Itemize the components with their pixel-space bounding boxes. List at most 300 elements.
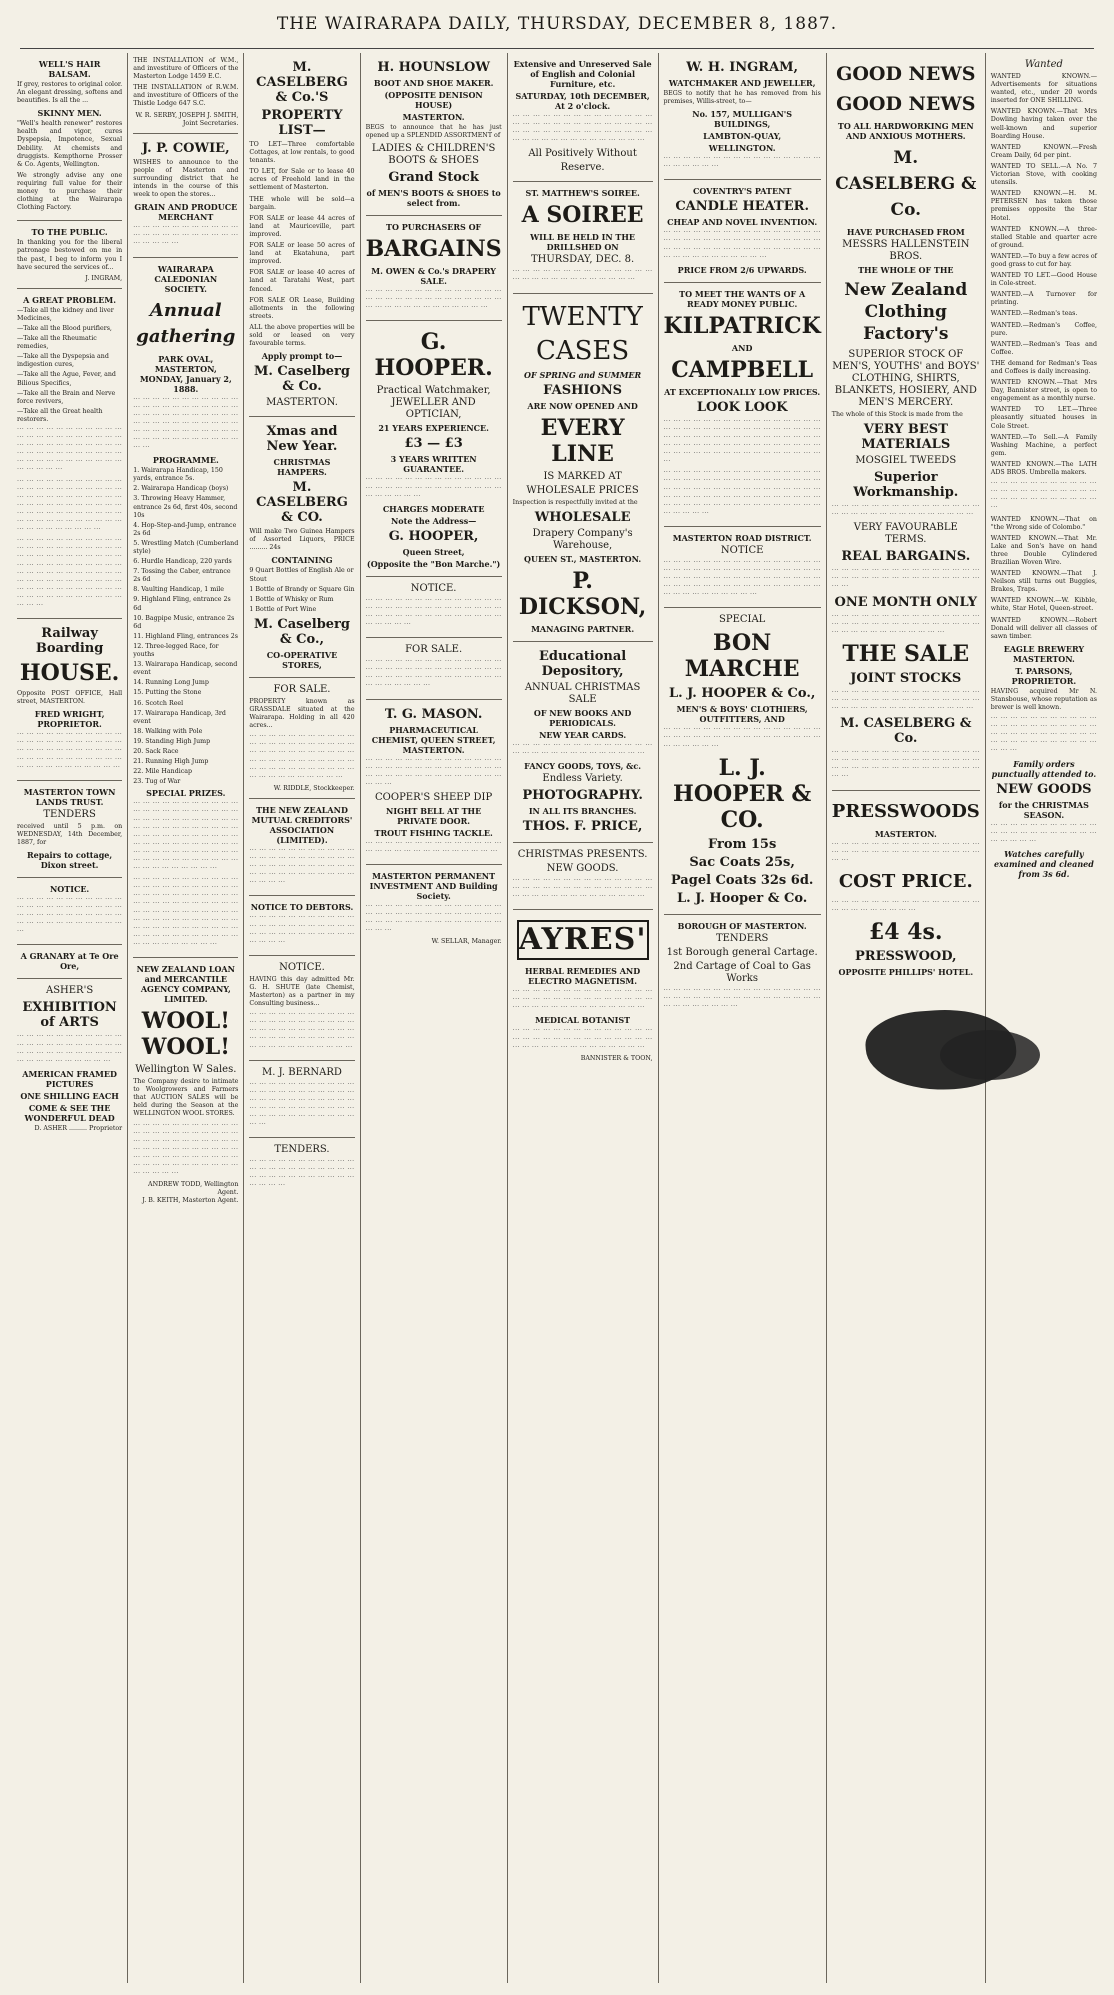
ad-body: The Company desire to intimate to Woolgrowers and Farmers that AUCTION SALES will be held during the Season at the WELLINGTON WOOL STORES. xyxy=(133,1078,239,1118)
ad-title: TO THE PUBLIC. xyxy=(31,227,108,238)
column-6 xyxy=(659,53,827,1983)
ad-ayres: AYRES' HERBAL REMEDIES AND ELECTRO MAGNETISM. ··· ··· ··· ··· ··· ··· ··· ··· ··· ··· ··· ··· ··· ··· ··· ··· ··· ··· ··· ··· ··· ··· ··· ··· ··· ··· ··· ··· ··· ··· ··· ··· ··· ··· ··· ··· ··· ··· ··· ··· ··· ··· MEDICAL BOTANIST ··· ··· ··· ··· ··· ··· ··· ··· ··· ··· ··· ··· ··· ··· ··· ··· ··· ··· ··· ··· ··· ··· ··· ··· ··· ··· ··· ··· ··· ··· ··· ··· ··· ··· ··· ··· ··· ··· ··· ··· ··· ··· BANNISTER & TOON, xyxy=(512,922,653,1062)
ad-price: £4 4s. xyxy=(868,918,943,945)
list-item: WANTED KNOWN.—Advertisements for situations wanted, etc., under 20 words inserted for ONE SHILLING. xyxy=(990,73,1097,105)
list-item: 1 Bottle of Port Wine xyxy=(249,605,317,613)
list-item: 12. Three-legged Race, for youths xyxy=(133,642,219,659)
ad-subtitle: TO ALL HARDWORKING MEN AND ANXIOUS MOTHERS. xyxy=(837,121,974,141)
list-item: ALL the above properties will be sold or leased on very favourable terms. xyxy=(249,323,355,348)
list-item: —Take all the kidney and liver Medicines, xyxy=(17,306,114,322)
ad-subtitle: GRAIN AND PRODUCE MERCHANT xyxy=(134,202,238,223)
ad-subtitle: PARK OVAL, MASTERTON, MONDAY, January 2, 1888. xyxy=(139,353,232,394)
ad-title: PRESSWOOD, xyxy=(855,948,957,964)
ad-title: All Positively Without xyxy=(528,148,637,160)
ad-subtitle: MEDICAL BOTANIST xyxy=(535,1015,631,1026)
ad-title: EAGLE BREWERY MASTERTON. xyxy=(1003,643,1085,664)
ad-subtitle: CO-OPERATIVE STORES, xyxy=(266,649,338,670)
list-item: —Take all the Rheumatic remedies, xyxy=(17,335,97,351)
ad-proprietor: FRED WRIGHT, PROPRIETOR. xyxy=(34,709,105,730)
ad-signature: W. R. SERBY, JOSEPH J. SMITH, Joint Secretaries. xyxy=(135,111,239,127)
ad-subtitle: NIGHT BELL AT THE PRIVATE DOOR. xyxy=(386,805,482,826)
ad-building-society: MASTERTON PERMANENT INVESTMENT AND Building Society. ··· ··· ··· ··· ··· ··· ··· ··· ··· ··· ··· ··· ··· ··· ··· ··· ··· ··· ··· ··· ··· ··· ··· ··· ··· ··· ··· ··· ··· ··· ··· ··· ··· ··· ··· ··· ··· ··· ··· ··· ··· ··· ··· ··· ··· W. SELLAR, Manager. xyxy=(365,871,502,946)
ad-title: MASTERTON ROAD DISTRICT. xyxy=(672,532,812,543)
list-item: 3. Throwing Heavy Hammer, entrance 2s 6d, first 40s, second 10s xyxy=(133,495,238,519)
ad-title: H. HOUNSLOW xyxy=(377,60,490,75)
ad-wanted: Wanted WANTED KNOWN.—Advertisements for situations wanted, etc., under 20 words inserted for ONE SHILLING. WANTED KNOWN.—That Mrs Dowling having taken over the well-known and superior Boarding House. WANTED KNOWN.—Fresh Cream Daily, 6d per pint. WANTED TO SELL.—A No. 7 Victorian Stove, with cooking utensils. WANTED KNOWN.—H. M. PETERSEN has taken those premises opposite the Star Hotel. WANTED KNOWN.—A three-stalled Stable and quarter acre of ground. WANTED.—To buy a few acres of good grass to cut for hay. WANTED TO LET.—Good House in Cole-street. WANTED.—A Turnover for printing. WANTED.—Redman's teas. WANTED.—Redman's Coffee, pure. WANTED.—Redman's Teas and Coffee. THE demand for Redman's Teas and Coffees is daily increasing. WANTED KNOWN.—That Mrs Day, Bannister street, is open to engagement as a monthly nurse. WANTED TO LET.—Three pleasantly situated houses in Cole Street. WANTED.—To Sell.—A Family Washing Machine, a perfect gem. WANTED KNOWN.—The LATH ADS BROS. Umbrella makers. ··· ··· ··· ··· ··· ··· ··· ··· ··· ··· ··· ··· ··· ··· ··· ··· ··· ··· ··· ··· ··· ··· ··· ··· ··· ··· ··· ··· ··· ··· ··· ··· ··· ··· WANTED KNOWN.—That on "the Wrong side of Colombo." WANTED KNOWN.—That Mr. Lake and Son's have on hand three Double Cylindered Brazilian Woven Wire. WANTED KNOWN.—That J. Neilson still turns out Buggies, Brakes, Traps. WANTED KNOWN.—W. Kibble, white, Star Hotel, Queen-street. WANTED KNOWN.—Robert Donald will deliver all classes of sawn timber. EAGLE BREWERY MASTERTON. T. PARSONS, PROPRIETOR. HAVING acquired Mr N. Stansbouse, whose reputation as brewer is well known. ··· ··· ··· ··· ··· ··· ··· ··· ··· ··· ··· ··· ··· ··· ··· ··· ··· ··· ··· ··· ··· ··· ··· ··· ··· ··· ··· ··· ··· ··· ··· ··· ··· ··· ··· ··· ··· ··· ··· ··· ··· ··· ··· ··· ··· ··· ··· Family orders punctually attended to. NEW GOODS for the CHRISTMAS SEASON. ··· ··· ··· ··· ··· ··· ··· ··· ··· ··· ··· ··· ··· ··· ··· ··· ··· ··· ··· ··· ··· ··· ··· ··· ··· ··· ··· Watches carefully examined and cleaned from 3s 6d. xyxy=(990,59,1097,879)
ad-mason: T. G. MASON. PHARMACEUTICAL CHEMIST, QUEEN STREET, MASTERTON. ··· ··· ··· ··· ··· ··· ··· ··· ··· ··· ··· ··· ··· ··· ··· ··· ··· ··· ··· ··· ··· ··· ··· ··· ··· ··· ··· ··· ··· ··· ··· ··· ··· ··· ··· ··· ··· ··· ··· ··· ··· ··· ··· ··· ··· COOPER'S SHEEP DIP NIGHT BELL AT THE PRIVATE DOOR. TROUT FISHING TACKLE. ··· ··· ··· ··· ··· ··· ··· ··· ··· ··· ··· ··· ··· ··· ··· ··· ··· ··· ··· ··· ··· ··· ··· ··· ··· ··· ··· ··· xyxy=(366,700,502,866)
ad-debtors: NOTICE TO DEBTORS. ··· ··· ··· ··· ··· ··· ··· ··· ··· ··· ··· ··· ··· ··· ··· ··· ··· ··· ··· ··· ··· ··· ··· ··· ··· ··· ··· ··· ··· ··· ··· ··· ··· ··· ··· ··· ··· xyxy=(249,896,354,955)
ad-title: KILPATRICK xyxy=(663,312,821,339)
ad-subtitle: SATURDAY, 10th DECEMBER, At 2 o'clock. xyxy=(515,91,650,111)
ad-title: THE NEW ZEALAND MUTUAL CREDITORS' ASSOCIATION (LIMITED). xyxy=(251,804,353,845)
ad-good-news: GOOD NEWS GOOD NEWS TO ALL HARDWORKING MEN AND ANXIOUS MOTHERS. M. CASELBERG & Co. HAVE PURCHASED FROM MESSRS HALLENSTEIN BROS. THE WHOLE OF THE New Zealand Clothing Factory's SUPERIOR STOCK OF MEN'S, YOUTHS' and BOYS' CLOTHING, SHIRTS, BLANKETS, HOSIERY, AND MEN'S MERCERY. The whole of this Stock is made from the VERY BEST MATERIALS MOSGIEL TWEEDS Superior Workmanship. ··· ··· ··· ··· ··· ··· ··· ··· ··· ··· ··· ··· ··· ··· ··· ··· ··· ··· ··· ··· ··· ··· ··· ··· ··· ··· ··· ··· ··· ··· VERY FAVOURABLE TERMS. REAL BARGAINS. ··· ··· ··· ··· ··· ··· ··· ··· ··· ··· ··· ··· ··· ··· ··· ··· ··· ··· ··· ··· ··· ··· ··· ··· ··· ··· ··· ··· ··· ··· ··· ··· ONE MONTH ONLY ··· ··· ··· ··· ··· ··· ··· ··· ··· ··· ··· ··· ··· ··· ··· ··· ··· ··· ··· ··· ··· ··· ··· ··· ··· ··· ··· ··· ··· ··· ··· ··· ··· ··· ··· ··· ··· ··· ··· ··· ··· ··· THE SALE JOINT STOCKS ··· ··· ··· ··· ··· ··· ··· ··· ··· ··· ··· ··· ··· ··· ··· ··· ··· ··· ··· ··· ··· ··· ··· ··· ··· ··· ··· ··· ··· ··· ··· ··· ··· ··· ··· ··· ··· ··· ··· ··· ··· ··· ··· ··· ··· M. CASELBERG & Co. ··· ··· ··· ··· ··· ··· ··· ··· ··· ··· ··· ··· ··· ··· ··· ··· ··· ··· ··· ··· ··· ··· ··· ··· ··· ··· ··· ··· ··· ··· ··· ··· ··· ··· ··· ··· ··· ··· ··· ··· ··· ··· ··· ··· ··· ··· ··· xyxy=(832,53,980,791)
list-item: 5. Wrestling Match (Cumberland style) xyxy=(133,539,239,555)
list-item: 17. Wairarapa Handicap, 3rd event xyxy=(133,709,226,725)
ink-stain xyxy=(940,1030,1040,1080)
ad-subtitle: AMERICAN FRAMED PICTURES xyxy=(22,1068,117,1089)
ad-title: THOS. F. PRICE, xyxy=(522,818,643,834)
ad-road-district: MASTERTON ROAD DISTRICT. NOTICE ··· ··· ··· ··· ··· ··· ··· ··· ··· ··· ··· ··· ··· ··· ··· ··· ··· ··· ··· ··· ··· ··· ··· ··· ··· ··· ··· ··· ··· ··· ··· ··· ··· ··· ··· ··· ··· ··· ··· ··· ··· ··· ··· ··· ··· ··· ··· ··· ··· ··· ··· ··· ··· ··· ··· ··· ··· ··· ··· ··· ··· ··· ··· ··· ··· ··· ··· ··· ··· ··· ··· ··· ··· ··· xyxy=(664,527,821,608)
column-5 xyxy=(508,53,659,1983)
ad-body: BEGS to notify that he has removed from his premises, Willis-street, to— xyxy=(663,90,821,106)
list-item: WANTED KNOWN.—A three-stalled Stable and quarter acre of ground. xyxy=(990,225,1097,249)
ad-notice: NOTICE. ··· ··· ··· ··· ··· ··· ··· ··· ··· ··· ··· ··· ··· ··· ··· ··· ··· ··· ··· ··· ··· ··· ··· ··· ··· ··· ··· ··· ··· ··· ··· ··· ··· ··· ··· ··· ··· ··· ··· ··· ··· ··· ··· ··· ··· xyxy=(17,878,122,945)
ad-title: NOTICE. xyxy=(410,582,457,594)
list-item: TO LET, for Sale or to lease 40 acres of Freehold land in the settlement of Masterton. xyxy=(249,168,355,192)
ad-ashers: ASHER'S EXHIBITION of ARTS ··· ··· ··· ··· ··· ··· ··· ··· ··· ··· ··· ··· ··· ··· ··· ··· ··· ··· ··· ··· ··· ··· ··· ··· ··· ··· ··· ··· ··· ··· ··· ··· ··· ··· ··· ··· ··· ··· ··· ··· ··· ··· ··· AMERICAN FRAMED PICTURES ONE SHILLING EACH COME & SEE THE WONDERFUL DEAD D. ASHER ......... Proprietor xyxy=(17,985,123,1132)
ad-subtitle: Repairs to cottage, Dixon street. xyxy=(27,850,113,870)
ad-body: Will make Two Guinea Hampers of Assorted Liquors, PRICE ......... 24s xyxy=(249,528,355,552)
ad-title: NEW GOODS xyxy=(996,781,1092,797)
column-3 xyxy=(244,53,360,1983)
ad-subtitle: TO PURCHASERS OF xyxy=(386,222,482,233)
ad-subtitle: MESSRS HALLENSTEIN BROS. xyxy=(842,239,970,262)
ad-subtitle: Wellington W Sales. xyxy=(135,1064,237,1076)
ad-title: G. HOOPER, xyxy=(388,528,479,544)
ad-title: M. Caselberg & Co. xyxy=(253,364,350,395)
ad-signature: J. B. KEITH, Masterton Agent. xyxy=(142,1197,239,1205)
list-item: WANTED.—Redman's Teas and Coffee. xyxy=(990,340,1097,356)
ad-title: WAIRARAPA CALEDONIAN SOCIETY. xyxy=(154,263,218,294)
ad-subtitle: ANNUAL CHRISTMAS SALE xyxy=(524,681,641,705)
ad-subtitle: AT EXCEPTIONALLY LOW PRICES. xyxy=(664,386,821,397)
ad-soiree: ST. MATTHEW'S SOIREE. A SOIREE WILL BE HELD IN THE DRILLSHED ON THURSDAY, DEC. 8. ··· ··· ··· ··· ··· ··· ··· ··· ··· ··· ··· ··· ··· ··· ··· ··· ··· ··· ··· ··· ··· ··· ··· ··· ··· ··· ··· xyxy=(513,182,653,293)
ad-subtitle: TENDERS xyxy=(715,932,769,944)
ad-subtitle: Queen Street, xyxy=(402,546,465,557)
ad-title: WELL'S HAIR BALSAM. xyxy=(38,59,101,79)
ad-subtitle: CHEAP AND NOVEL INVENTION. xyxy=(667,217,818,228)
list-item: WANTED KNOWN.—That Mrs Dowling having taken over the well-known and superior Boarding House. xyxy=(990,108,1097,140)
ad-title: W. H. INGRAM, xyxy=(686,60,799,75)
list-item: WANTED KNOWN.—The LATH ADS BROS. Umbrella makers. xyxy=(990,460,1097,477)
ad-title: New Zealand Clothing Factory's xyxy=(844,280,968,344)
ad-body: BEGS to announce that he has just opened up a SPLENDID ASSORTMENT of xyxy=(365,124,502,140)
list-item: 11. Highland Fling, entrances 2s xyxy=(133,632,238,640)
ad-subtitle: (Opposite the "Bon Marche.") xyxy=(366,558,501,569)
ad-bargains: TO PURCHASERS OF BARGAINS M. OWEN & Co.'s DRAPERY SALE. ··· ··· ··· ··· ··· ··· ··· ··· ··· ··· ··· ··· ··· ··· ··· ··· ··· ··· ··· ··· ··· ··· ··· ··· ··· ··· ··· ··· ··· ··· ··· ··· ··· ··· ··· ··· ··· ··· ··· ··· ··· xyxy=(366,216,502,321)
ad-body: PROPERTY known as GRASSDALE situated at the Wairarapa. Holding in all 420 acres... xyxy=(249,697,355,730)
ad-installation xyxy=(133,53,238,134)
ad-title: SKINNY MEN. xyxy=(37,108,102,119)
ad-title: Extensive and Unreserved Sale of English and Colonial Furniture, etc. xyxy=(513,59,652,89)
ad-title: Grand Stock xyxy=(388,170,479,186)
ad-subtitle: HERBAL REMEDIES AND ELECTRO MAGNETISM. xyxy=(525,966,641,987)
list-item: HAVING acquired Mr N. Stansbouse, whose reputation as brewer is well known. xyxy=(990,687,1097,711)
ad-ingram: W. H. INGRAM, WATCHMAKER AND JEWELLER, BEGS to notify that he has removed from his premises, Willis-street, to— No. 157, MULLIGAN'S BUILDINGS, LAMBTON-QUAY, WELLINGTON. ··· ··· ··· ··· ··· ··· ··· ··· ··· ··· ··· ··· ··· ··· ··· ··· ··· ··· ··· ··· ··· ··· xyxy=(664,53,821,180)
ad-subtitle: SPECIAL PRIZES. xyxy=(146,788,226,799)
ad-signature: BANNISTER & TOON, xyxy=(580,1054,653,1062)
ad-title: NOTICE. xyxy=(279,961,325,973)
masthead: THE WAIRARAPA DAILY, THURSDAY, DECEMBER 8, 1887. xyxy=(20,0,1094,49)
ad-title: M. CASELBERG & Co.'S xyxy=(256,60,348,105)
ad-title: BOROUGH OF MASTERTON. xyxy=(677,920,807,931)
ad-title: FOR SALE. xyxy=(405,644,463,656)
ad-subtitle: Apply prompt to— xyxy=(261,351,343,362)
list-item: FOR SALE or lease 50 acres of land at Ekatahuna, part improved. xyxy=(249,242,355,266)
ad-subtitle: No. 157, MULLIGAN'S BUILDINGS, xyxy=(692,109,793,130)
ad-caselberg-property xyxy=(249,53,354,417)
ad-title: COST PRICE. xyxy=(838,870,973,892)
ad-title: M. CASELBERG & CO. xyxy=(256,480,348,526)
ad-subtitle: Watches carefully examined and cleaned from 3s 6d. xyxy=(993,848,1094,879)
ad-title: FOR SALE. xyxy=(273,683,331,695)
ad-presswoods: PRESSWOODS MASTERTON. ··· ··· ··· ··· ··· ··· ··· ··· ··· ··· ··· ··· ··· ··· ··· ··· ··· ··· ··· ··· ··· ··· ··· ··· ··· ··· ··· ··· ··· ··· ··· ··· COST PRICE. ··· ··· ··· ··· ··· ··· ··· ··· ··· ··· ··· ··· ··· ··· ··· ··· ··· ··· ··· ··· ··· ··· ··· ··· £4 4s. PRESSWOOD, OPPOSITE PHILLIPS' HOTEL. xyxy=(831,800,980,977)
ad-for-sale: FOR SALE. PROPERTY known as GRASSDALE situated at the Wairarapa. Holding in all 420 acres... ··· ··· ··· ··· ··· ··· ··· ··· ··· ··· ··· ··· ··· ··· ··· ··· ··· ··· ··· ··· ··· ··· ··· ··· ··· ··· ··· ··· ··· ··· ··· ··· ··· ··· ··· ··· ··· ··· ··· ··· ··· ··· ··· ··· ··· ··· ··· ··· ··· ··· ··· ··· ··· ··· ··· ··· ··· ··· ··· ··· ··· ··· ··· ··· ··· W. RIDDLE, Stockkeeper. xyxy=(249,678,354,799)
ad-body: THE INSTALLATION of R.W.M. and investiture of Officers of the Thistle Lodge 647 S.C. xyxy=(133,84,239,108)
list-item: —Take all the Great health restorers. xyxy=(17,407,103,423)
ad-subtitle: PRICE FROM 2/6 UPWARDS. xyxy=(677,264,807,275)
ad-title: CASES xyxy=(535,335,630,366)
ad-signature: J. INGRAM, xyxy=(85,274,123,282)
ad-title: A GREAT PROBLEM. xyxy=(23,294,117,305)
ad-subtitle: PHARMACEUTICAL CHEMIST, QUEEN STREET, MASTERTON. xyxy=(371,724,496,755)
ad-signature: W. SELLAR, Manager. xyxy=(431,938,502,946)
ad-body: "Well's health renewer" restores health and vigor, cures Dyspepsia, Impotence, Sexual Debility. At chemists and druggists. Kempthorne Prosser & Co. Agents, Wellington. xyxy=(17,120,123,168)
list-item: WANTED KNOWN.—Robert Donald will deliver all classes of sawn timber. xyxy=(990,616,1097,640)
ad-title: M. CASELBERG & Co. xyxy=(835,148,977,220)
column-8 xyxy=(986,53,1102,1983)
ad-subtitle: WELLINGTON. xyxy=(708,143,776,154)
ad-tenders: TENDERS. ··· ··· ··· ··· ··· ··· ··· ··· ··· ··· ··· ··· ··· ··· ··· ··· ··· ··· ··· ··· ··· ··· ··· ··· ··· ··· ··· ··· ··· ··· ··· ··· ··· ··· ··· ··· ··· xyxy=(249,1144,355,1190)
ad-notice-shute: NOTICE. HAVING this day admitted Mr. G. H. SHUTE (late Chemist, Masterton) as a partner in my Consulting business... ··· ··· ··· ··· ··· ··· ··· ··· ··· ··· ··· ··· ··· ··· ··· ··· ··· ··· ··· ··· ··· ··· ··· ··· ··· ··· ··· ··· ··· ··· ··· ··· ··· ··· ··· ··· ··· ··· ··· ··· ··· ··· ··· ··· ··· ··· ··· ··· ··· ··· ··· ··· ··· ··· ··· xyxy=(249,956,354,1061)
ad-subtitle: AND xyxy=(731,342,753,353)
list-item: 21. Running High Jump xyxy=(133,758,209,766)
ad-subtitle: T. PARSONS, PROPRIETOR. xyxy=(1011,665,1077,686)
ad-title: LADIES & CHILDREN'S BOOTS & SHOES xyxy=(371,143,496,167)
ad-subtitle: COME & SEE THE WONDERFUL DEAD xyxy=(24,1102,115,1123)
ad-title: NEW GOODS. xyxy=(546,862,619,874)
ad-title: Superior Workmanship. xyxy=(853,470,959,501)
list-item: 13. Wairarapa Handicap, second event xyxy=(133,661,238,677)
ad-subtitle: COOPER'S SHEEP DIP xyxy=(375,791,493,803)
ad-for-sale: FOR SALE. ··· ··· ··· ··· ··· ··· ··· ··· ··· ··· ··· ··· ··· ··· ··· ··· ··· ··· ··· ··· ··· ··· ··· ··· ··· ··· ··· ··· ··· ··· ··· ··· ··· ··· ··· ··· ··· ··· ··· ··· ··· ··· ··· ··· ··· ··· ··· ··· ··· xyxy=(366,638,502,699)
ad-subtitle: PROGRAMME. xyxy=(152,455,219,466)
list-item: 9 Quart Bottles of English Ale or Stout xyxy=(249,567,354,583)
ad-candle-heater: COVENTRY'S PATENT CANDLE HEATER. CHEAP AND NOVEL INVENTION. ··· ··· ··· ··· ··· ··· ··· ··· ··· ··· ··· ··· ··· ··· ··· ··· ··· ··· ··· ··· ··· ··· ··· ··· ··· ··· ··· ··· ··· ··· ··· ··· ··· ··· ··· ··· ··· ··· ··· ··· ··· ··· ··· ··· ··· ··· ··· ··· ··· ··· ··· ··· ··· ··· ··· ··· ··· ··· ··· PRICE FROM 2/6 UPWARDS. xyxy=(664,180,821,282)
ad-subtitle: SUPERIOR STOCK OF MEN'S, YOUTHS' and BOYS' CLOTHING, SHIRTS, BLANKETS, HOSIERY, AND MEN'S MERCERY. xyxy=(832,349,980,408)
ad-subtitle: MASTERTON. xyxy=(266,397,338,409)
ad-subtitle: OF NEW BOOKS AND PERIODICALS. xyxy=(533,707,632,728)
list-item: 4. Hop-Step-and-Jump, entrance 2s 6d xyxy=(133,521,237,537)
list-item: —Take all the Blood purifiers, xyxy=(17,324,112,332)
list-item: 9. Highland Fling, entrance 2s 6d xyxy=(133,596,231,612)
list-item: 20. Sack Race xyxy=(133,747,179,755)
ad-subtitle: IN ALL ITS BRANCHES. xyxy=(528,805,637,816)
ad-title: L. J. Hooper & Co. xyxy=(677,890,808,906)
list-item: WANTED KNOWN.—That J. Neilson still turns out Buggies, Brakes, Traps. xyxy=(990,570,1097,594)
ad-subtitle: CHARGES MODERATE xyxy=(382,503,485,514)
ad-christmas-presents: CHRISTMAS PRESENTS. NEW GOODS. ··· ··· ··· ··· ··· ··· ··· ··· ··· ··· ··· ··· ··· ··· ··· ··· ··· ··· ··· ··· ··· ··· ··· ··· ··· ··· ··· ··· ··· ··· ··· ··· ··· ··· ··· ··· ··· ··· ··· ··· ··· ··· xyxy=(513,843,653,910)
ad-subtitle: (OPPOSITE DENISON HOUSE) xyxy=(384,90,483,110)
ad-title: ASHER'S xyxy=(45,985,94,997)
list-item: 10. Bagpipe Music, entrance 2s 6d xyxy=(133,614,235,630)
ad-subtitle: 3 YEARS WRITTEN GUARANTEE. xyxy=(390,454,477,475)
ad-title: FASHIONS xyxy=(543,382,623,398)
ad-title: Annual gathering xyxy=(136,299,236,347)
ad-subtitle: for the CHRISTMAS SEASON. xyxy=(998,799,1089,820)
ad-subtitle: ONE SHILLING EACH xyxy=(20,1090,119,1101)
list-item: 1. Wairarapa Handicap, 150 yards, entrance 5s. xyxy=(133,467,223,483)
ad-title: SPECIAL xyxy=(718,614,766,626)
list-item: 6. Hurdle Handicap, 220 yards xyxy=(133,558,232,566)
ad-signature: D. ASHER ......... Proprietor xyxy=(34,1124,123,1132)
ad-title: TWENTY xyxy=(522,301,643,332)
ad-bon-marche: SPECIAL BON MARCHE L. J. HOOPER & Co., MEN'S & BOYS' CLOTHIERS, OUTFITTERS, AND ··· ··· ··· ··· ··· ··· ··· ··· ··· ··· ··· ··· ··· ··· ··· ··· ··· ··· ··· ··· ··· ··· ··· ··· ··· ··· ··· ··· ··· ··· ··· ··· ··· ··· ··· ··· ··· ··· L. J. HOOPER & CO. From 15s Sac Coats 25s, Pagel Coats 32s 6d. L. J. Hooper & Co. xyxy=(664,608,821,914)
ad-subtitle: CONTAINING xyxy=(271,555,333,566)
ad-title: NEW ZEALAND LOAN and MERCANTILE AGENCY COMPANY, LIMITED. xyxy=(136,964,235,1005)
ad-title: GOOD NEWS xyxy=(836,93,976,115)
list-item: WANTED KNOWN.—W. Kibble, white, Star Hotel, Queen-street. xyxy=(990,597,1097,613)
list-item: 18. Walking with Pole xyxy=(133,727,203,735)
ad-hounslow xyxy=(366,53,502,216)
ad-title: CHRISTMAS PRESENTS. xyxy=(517,848,648,860)
ad-title: NOTICE TO DEBTORS. xyxy=(250,902,354,913)
ad-body: We strongly advise any one requiring full value for their money to purchase their clothing at the Wairarapa Clothing Factory. xyxy=(17,171,123,212)
column-4 xyxy=(361,53,508,1983)
ad-subtitle: Endless Variety. xyxy=(542,772,623,784)
ad-subtitle: Drapery Company's Warehouse, xyxy=(532,527,633,551)
list-item: WANTED KNOWN.—H. M. PETERSEN has taken those premises opposite the Star Hotel. xyxy=(990,190,1097,222)
ad-title: A SOIREE xyxy=(521,202,644,229)
ad-subtitle: 1st Borough general Cartage. xyxy=(666,946,818,958)
list-item: THE whole will be sold—a bargain. xyxy=(249,195,355,211)
list-item: WANTED.—To Sell.—A Family Washing Machine, a perfect gem. xyxy=(990,433,1097,457)
list-item: WANTED.—Redman's Coffee, pure. xyxy=(990,321,1097,337)
ad-title: L. J. HOOPER & CO. xyxy=(673,754,812,833)
ad-body: THE INSTALLATION of W.M., and investiture of Officers of the Masterton Lodge 1459 E.C. xyxy=(133,57,239,81)
ad-title: Educational Depository, xyxy=(538,648,627,679)
list-item: THE demand for Redman's Teas and Coffees is daily increasing. xyxy=(990,359,1097,375)
ad-title: PHOTOGRAPHY. xyxy=(522,787,643,803)
ad-title: GOOD NEWS xyxy=(836,63,976,85)
ad-title: PRESSWOODS xyxy=(831,800,980,822)
ad-subtitle: IS MARKED AT xyxy=(543,470,622,482)
ad-town-lands-trust xyxy=(17,781,122,878)
list-item: —Take all the Ague, Fever, and Bilious Specifics, xyxy=(17,371,116,387)
list-item: 15. Putting the Stone xyxy=(133,689,202,697)
ad-subtitle: MOSGIEL TWEEDS xyxy=(855,455,957,467)
ad-subtitle: NEW YEAR CARDS. xyxy=(539,729,627,740)
ad-title: VERY BEST MATERIALS xyxy=(861,422,951,453)
ad-to-the-public xyxy=(17,221,122,288)
ad-subtitle: Practical Watchmaker, JEWELLER AND OPTICIAN, xyxy=(376,385,491,421)
ad-subtitle: Family orders punctually attended to. xyxy=(991,758,1097,779)
column-2 xyxy=(128,53,244,1983)
ad-subtitle: of MEN'S BOOTS & SHOES to select from. xyxy=(366,188,501,209)
ad-title: Wanted xyxy=(1024,59,1063,70)
ad-title: M. Caselberg & Co., xyxy=(253,616,350,647)
ad-body: Opposite POST OFFICE, Hall street, MASTERTON. xyxy=(17,690,123,706)
ad-body: HAVING this day admitted Mr. G. H. SHUTE (late Chemist, Masterton) as a partner in my Consulting business... xyxy=(249,975,355,1008)
ad-subtitle: COVENTRY'S PATENT xyxy=(692,186,792,197)
ad-title: Railway Boarding xyxy=(35,626,104,657)
ad-body: The whole of this Stock is made from the xyxy=(831,411,963,418)
ad-title: M. J. BERNARD xyxy=(262,1066,342,1078)
ad-title: WOOL! WOOL! xyxy=(141,1008,230,1061)
ad-body: Inspection is respectfully invited at the xyxy=(512,498,638,506)
ad-title: J. P. COWIE, xyxy=(141,140,230,156)
ad-title: WHOLESALE xyxy=(534,509,631,525)
ad-title: THE SALE xyxy=(842,640,970,667)
ad-title: P. DICKSON, xyxy=(518,567,647,620)
ad-subtitle: TENDERS xyxy=(43,808,96,820)
ad-price: From 15s xyxy=(708,836,777,852)
list-item: 1 Bottle of Brandy or Square Gin xyxy=(249,585,355,593)
list-item: WANTED KNOWN.—That on "the Wrong side of Colombo." xyxy=(990,515,1097,531)
ad-railway-boarding-house: Railway Boarding HOUSE. Opposite POST OFFICE, Hall street, MASTERTON. FRED WRIGHT, PROPRIETOR. ··· ··· ··· ··· ··· ··· ··· ··· ··· ··· ··· ··· ··· ··· ··· ··· ··· ··· ··· ··· ··· ··· ··· ··· ··· ··· ··· ··· ··· ··· ··· ··· ··· ··· ··· ··· ··· ··· ··· ··· ··· ··· ··· ··· ··· ··· ··· ··· ··· ··· ··· ··· ··· ··· ··· xyxy=(17,619,122,781)
ad-body: received until 5 p.m. on WEDNESDAY, 14th December, 1887, for xyxy=(17,822,123,846)
ad-title: LOOK LOOK xyxy=(696,399,788,415)
ad-subtitle: MANAGING PARTNER. xyxy=(531,623,635,634)
ad-title: EVERY LINE xyxy=(540,414,625,467)
list-item: 19. Standing High Jump xyxy=(133,737,211,745)
ad-title: HOUSE. xyxy=(19,660,120,687)
ad-notice: NOTICE. ··· ··· ··· ··· ··· ··· ··· ··· ··· ··· ··· ··· ··· ··· ··· ··· ··· ··· ··· ··· ··· ··· ··· ··· ··· ··· ··· ··· ··· ··· ··· ··· ··· ··· ··· ··· ··· ··· ··· ··· ··· ··· ··· ··· ··· ··· ··· xyxy=(366,577,502,638)
ad-subtitle: FANCY GOODS, TOYS, &c. xyxy=(524,760,642,771)
ad-subtitle: MEN'S & BOYS' CLOTHIERS, OUTFITTERS, AND xyxy=(676,704,808,725)
list-item: FOR SALE or lease 44 acres of land at Mauriceville, part improved. xyxy=(249,214,355,238)
ad-title: NOTICE. xyxy=(49,884,90,894)
ad-subtitle: TROUT FISHING TACKLE. xyxy=(374,827,493,838)
ad-nz-loan: NEW ZEALAND LOAN and MERCANTILE AGENCY COMPANY, LIMITED. WOOL! WOOL! Wellington W Sales. The Company desire to intimate to Woolgrowers and Farmers that AUCTION SALES will be held during the Season at the WELLINGTON WOOL STORES. ··· ··· ··· ··· ··· ··· ··· ··· ··· ··· ··· ··· ··· ··· ··· ··· ··· ··· ··· ··· ··· ··· ··· ··· ··· ··· ··· ··· ··· ··· ··· ··· ··· ··· ··· ··· ··· ··· ··· ··· ··· ··· ··· ··· ··· ··· ··· ··· ··· ··· ··· ··· ··· ··· ··· ··· ··· ··· ··· ··· ··· ··· ··· ··· ··· ··· ··· ··· ··· ··· ··· ANDREW TODD, Wellington Agent. J. B. KEITH, Masterton Agent. xyxy=(133,964,239,1205)
ad-granary xyxy=(17,945,122,979)
list-item: 14. Running Long Jump xyxy=(133,679,209,687)
list-item: WANTED KNOWN.—Fresh Cream Daily, 6d per pint. xyxy=(990,143,1097,159)
list-item: 8. Vaulting Handicap, 1 mile xyxy=(133,586,225,594)
ad-title: L. J. HOOPER & Co., xyxy=(668,686,816,702)
ad-price: Pagel Coats 32s 6d. xyxy=(670,872,814,888)
ad-subtitle: OF SPRING and SUMMER xyxy=(524,369,642,380)
ad-title: EXHIBITION of ARTS xyxy=(22,1000,117,1031)
ad-subtitle: TO MEET THE WANTS OF A READY MONEY PUBLIC. xyxy=(679,288,806,309)
ad-subtitle: NOTICE xyxy=(720,544,764,556)
column-1 xyxy=(12,53,128,1983)
ad-subtitle: WILL BE HELD IN THE DRILLSHED ON xyxy=(530,232,636,253)
ad-subtitle: Note the Address— xyxy=(390,515,477,526)
ad-hooper: G. HOOPER. Practical Watchmaker, JEWELLER AND OPTICIAN, 21 YEARS EXPERIENCE. £3 — £3 3 YEARS WRITTEN GUARANTEE. ··· ··· ··· ··· ··· ··· ··· ··· ··· ··· ··· ··· ··· ··· ··· ··· ··· ··· ··· ··· ··· ··· ··· ··· ··· ··· ··· ··· ··· ··· ··· ··· ··· ··· CHARGES MODERATE Note the Address— G. HOOPER, Queen Street, (Opposite the "Bon Marche.") xyxy=(366,321,502,576)
ad-title: A GRANARY at Te Ore Ore, xyxy=(20,951,119,972)
ad-subtitle: CHRISTMAS HAMPERS. xyxy=(273,457,331,478)
list-item: WANTED TO LET.—Three pleasantly situated houses in Cole Street. xyxy=(990,406,1097,430)
ad-title: MASTERTON TOWN LANDS TRUST. xyxy=(23,786,116,807)
list-item: TO LET—Three comfortable Cottages, at low rentals, to good tenants. xyxy=(249,141,355,165)
ad-title: REAL BARGAINS. xyxy=(841,549,971,565)
ad-subtitle: WHOLESALE PRICES xyxy=(526,484,639,496)
ad-body: WISHES to announce to the people of Masterton and surrounding district that he intends in the course of this week to open the stores... xyxy=(133,158,239,199)
ad-signature: ANDREW TODD, Wellington Agent. xyxy=(148,1181,239,1197)
ad-subtitle: THURSDAY, DEC. 8. xyxy=(530,254,635,266)
ad-subtitle: 2nd Cartage of Coal to Gas Works xyxy=(673,960,811,984)
ad-signature: W. RIDDLE, Stockkeeper. xyxy=(273,784,355,792)
ad-title: BARGAINS xyxy=(365,236,502,263)
ad-title: Reserve. xyxy=(560,162,605,174)
ad-title: CAMPBELL xyxy=(671,356,814,383)
list-item: 22. Mile Handicap xyxy=(133,768,193,776)
ad-title: CANDLE HEATER. xyxy=(675,199,809,215)
ad-great-problem: A GREAT PROBLEM. —Take all the kidney and liver Medicines, —Take all the Blood purifiers, —Take all the Rheumatic remedies, —Take all the Dyspepsia and indigestion cures, —Take all the Ague, Fever, and Bilious Specifics, —Take all the Brain and Nerve force revivers, —Take all the Great health restorers. ··· ··· ··· ··· ··· ··· ··· ··· ··· ··· ··· ··· ··· ··· ··· ··· ··· ··· ··· ··· ··· ··· ··· ··· ··· ··· ··· ··· ··· ··· ··· ··· ··· ··· ··· ··· ··· ··· ··· ··· ··· ··· ··· ··· ··· ··· ··· ··· ··· ··· ··· ··· ··· ··· ··· ··· ··· ··· ··· ··· ··· ··· ··· ··· ··· ··· ··· ··· ··· ··· ··· ··· ··· ··· ··· ··· ··· ··· ··· ··· ··· ··· ··· ··· ··· ··· ··· ··· ··· ··· ··· ··· ··· ··· ··· ··· ··· ··· ··· ··· ··· ··· ··· ··· ··· ··· ··· ··· ··· ··· ··· ··· ··· ··· ··· ··· ··· ··· ··· ··· ··· ··· ··· ··· ··· ··· ··· ··· ··· ··· ··· ··· ··· ··· ··· ··· ··· ··· ··· ··· ··· ··· ··· ··· ··· ··· ··· ··· ··· ··· ··· ··· ··· ··· ··· ··· ··· ··· ··· ··· ··· ··· ··· ··· ··· ··· ··· ··· ··· ··· ··· ··· ··· ··· ··· ··· ··· ··· ··· ··· ··· ··· ··· ··· ··· ··· ··· ··· ··· ··· ··· ··· ··· ··· ··· ··· ··· ··· ··· ··· ··· ··· ··· ··· ··· ··· ··· ··· ··· ··· ··· ··· ··· ··· ··· ··· ··· ··· ··· ··· ··· ··· ··· ··· ··· ··· xyxy=(17,289,122,619)
list-item: 2. Wairarapa Handicap (boys) xyxy=(133,485,229,493)
list-item: WANTED.—Redman's teas. xyxy=(990,310,1078,318)
ad-price: Sac Coats 25s, xyxy=(689,854,795,870)
ad-title: MASTERTON PERMANENT INVESTMENT AND Building Society. xyxy=(369,871,498,902)
ad-subtitle: THE WHOLE OF THE xyxy=(858,265,954,275)
list-item: FOR SALE or lease 40 acres of land at Taratahi West, part fenced. xyxy=(249,269,355,293)
ad-subtitle: 21 YEARS EXPERIENCE. xyxy=(378,423,489,434)
list-item: —Take all the Brain and Nerve force revivers, xyxy=(17,389,116,405)
list-item: WANTED.—To buy a few acres of good grass to cut for hay. xyxy=(990,252,1097,268)
list-item: —Take all the Dyspepsia and indigestion cures, xyxy=(17,353,109,369)
ad-subtitle: VERY FAVOURABLE TERMS. xyxy=(853,522,958,546)
ad-kilpatrick: TO MEET THE WANTS OF A READY MONEY PUBLIC. KILPATRICK AND CAMPBELL AT EXCEPTIONALLY LOW PRICES. LOOK LOOK ··· ··· ··· ··· ··· ··· ··· ··· ··· ··· ··· ··· ··· ··· ··· ··· ··· ··· ··· ··· ··· ··· ··· ··· ··· ··· ··· ··· ··· ··· ··· ··· ··· ··· ··· ··· ··· ··· ··· ··· ··· ··· ··· ··· ··· ··· ··· ··· ··· ··· ··· ··· ··· ··· ··· ··· ··· ··· ··· ··· ··· ··· ··· ··· ··· ··· ··· ··· ··· ··· ··· ··· ··· ··· ··· ··· ··· ··· ··· ··· ··· ··· ··· ··· ··· ··· ··· ··· ··· ··· ··· ··· ··· ··· ··· ··· ··· ··· ··· ··· ··· ··· ··· ··· ··· ··· ··· ··· ··· ··· ··· ··· ··· ··· ··· ··· ··· ··· ··· ··· ··· ··· ··· ··· ··· ··· ··· ··· ··· ··· ··· ··· ··· ··· ··· ··· ··· ··· ··· ··· ··· ··· ··· ··· ··· ··· ··· ··· ··· ··· ··· ··· ··· ··· ··· ··· ··· ··· ··· ··· ··· ··· ··· ··· ··· ··· xyxy=(664,283,821,527)
list-item: 16. Scotch Reel xyxy=(133,699,184,707)
ad-wells-hair-balsam xyxy=(17,53,122,221)
ad-title: JOINT STOCKS xyxy=(850,670,962,686)
list-item: WANTED.—A Turnover for printing. xyxy=(990,291,1097,307)
ad-title: AYRES' xyxy=(517,920,649,960)
ad-title: ONE MONTH ONLY xyxy=(834,594,978,610)
ad-cowie: J. P. COWIE, WISHES to announce to the people of Masterton and surrounding district that he intends in the course of this week to open the stores... GRAIN AND PRODUCE MERCHANT ··· ··· ··· ··· ··· ··· ··· ··· ··· ··· ··· ··· ··· ··· ··· ··· ··· ··· ··· ··· ··· ··· ··· ··· ··· ··· ··· xyxy=(133,134,238,258)
ad-title: M. CASELBERG & Co. xyxy=(840,716,972,747)
ad-subtitle: LAMBTON-QUAY, xyxy=(703,131,782,142)
ad-title: G. HOOPER. xyxy=(374,329,493,382)
ad-subtitle: ARE NOW OPENED AND xyxy=(527,400,638,411)
ad-price: £3 — £3 xyxy=(404,436,463,452)
ad-title: T. G. MASON. xyxy=(384,706,483,722)
ad-title: PROPERTY LIST— xyxy=(261,108,343,138)
list-item: 7. Tossing the Caber, entrance 2s 6d xyxy=(133,568,231,584)
ad-body: If grey, restores to original color. An elegant dressing, softens and beautifies. Is all the ... xyxy=(17,81,123,105)
list-item: WANTED KNOWN.—That Mrs Day, Bannister street, is open to engagement as a monthly nurse. xyxy=(990,379,1097,403)
ad-subtitle: MASTERTON. xyxy=(874,828,937,839)
list-item: WANTED TO LET.—Good House in Cole-street. xyxy=(990,272,1097,288)
list-item: 1 Bottle of Whisky or Rum xyxy=(249,595,334,603)
ad-title: Xmas and New Year. xyxy=(266,424,338,455)
ad-caledonian: WAIRARAPA CALEDONIAN SOCIETY. Annual gathering PARK OVAL, MASTERTON, MONDAY, January 2, 1888. ··· ··· ··· ··· ··· ··· ··· ··· ··· ··· ··· ··· ··· ··· ··· ··· ··· ··· ··· ··· ··· ··· ··· ··· ··· ··· ··· ··· ··· ··· ··· ··· ··· ··· ··· ··· ··· ··· ··· ··· ··· ··· ··· ··· ··· ··· ··· ··· ··· ··· ··· ··· ··· ··· ··· ··· ··· ··· ··· ··· ··· ··· ··· ··· ··· ··· ··· ··· PROGRAMME. 1. Wairarapa Handicap, 150 yards, entrance 5s. 2. Wairarapa Handicap (boys) 3. Throwing Heavy Hammer, entrance 2s 6d, first 40s, second 10s 4. Hop-Step-and-Jump, entrance 2s 6d 5. Wrestling Match (Cumberland style) 6. Hurdle Handicap, 220 yards 7. Tossing the Caber, entrance 2s 6d 8. Vaulting Handicap, 1 mile 9. Highland Fling, entrance 2s 6d 10. Bagpipe Music, entrance 2s 6d 11. Highland Fling, entrances 2s 12. Three-legged Race, for youths 13. Wairarapa Handicap, second event 14. Running Long Jump 15. Putting the Stone 16. Scotch Reel 17. Wairarapa Handicap, 3rd event 18. Walking with Pole 19. Standing High Jump 20. Sack Race 21. Running High Jump 22. Mile Handicap 23. Tug of War SPECIAL PRIZES. ··· ··· ··· ··· ··· ··· ··· ··· ··· ··· ··· ··· ··· ··· ··· ··· ··· ··· ··· ··· ··· ··· ··· ··· ··· ··· ··· ··· ··· ··· ··· ··· ··· ··· ··· ··· ··· ··· ··· ··· ··· ··· ··· ··· ··· ··· ··· ··· ··· ··· ··· ··· ··· ··· ··· ··· ··· ··· ··· ··· ··· ··· ··· ··· ··· ··· ··· ··· ··· ··· ··· ··· ··· ··· ··· ··· ··· ··· ··· ··· ··· ··· ··· ··· ··· ··· ··· ··· ··· ··· ··· ··· ··· ··· ··· ··· ··· ··· ··· ··· ··· ··· ··· ··· ··· ··· ··· ··· ··· ··· ··· ··· ··· ··· ··· ··· ··· ··· ··· ··· ··· ··· ··· ··· ··· ··· ··· ··· ··· ··· ··· ··· ··· ··· ··· ··· ··· ··· ··· ··· ··· ··· ··· ··· ··· ··· ··· ··· ··· ··· ··· ··· ··· ··· ··· ··· ··· ··· ··· ··· ··· ··· ··· ··· ··· ··· ··· ··· ··· ··· ··· ··· ··· ··· ··· ··· ··· ··· ··· ··· ··· ··· ··· ··· ··· ··· ··· ··· ··· ··· ··· ··· ··· ··· xyxy=(133,258,238,959)
ad-bernard: M. J. BERNARD ··· ··· ··· ··· ··· ··· ··· ··· ··· ··· ··· ··· ··· ··· ··· ··· ··· ··· ··· ··· ··· ··· ··· ··· ··· ··· ··· ··· ··· ··· ··· ··· ··· ··· ··· ··· ··· ··· ··· ··· ··· ··· ··· ··· ··· ··· ··· ··· ··· ··· ··· ··· ··· ··· ··· ··· ··· xyxy=(249,1061,354,1139)
ad-subtitle: HAVE PURCHASED FROM xyxy=(846,227,965,237)
ad-subtitle: WATCHMAKER AND JEWELLER, xyxy=(668,78,816,88)
ad-subtitle: OPPOSITE PHILLIPS' HOTEL. xyxy=(838,966,974,977)
ad-twenty-cases xyxy=(513,294,653,642)
ad-title: BON MARCHE xyxy=(684,630,800,683)
ad-borough: BOROUGH OF MASTERTON. TENDERS 1st Borough general Cartage. 2nd Cartage of Coal to Gas Works ··· ··· ··· ··· ··· ··· ··· ··· ··· ··· ··· ··· ··· ··· ··· ··· ··· ··· ··· ··· ··· ··· ··· ··· ··· ··· ··· ··· ··· ··· ··· ··· ··· ··· ··· ··· ··· ··· ··· ··· xyxy=(663,920,821,1010)
ad-title: ST. MATTHEW'S SOIREE. xyxy=(525,188,640,199)
ad-mutual: THE NEW ZEALAND MUTUAL CREDITORS' ASSOCIATION (LIMITED). ··· ··· ··· ··· ··· ··· ··· ··· ··· ··· ··· ··· ··· ··· ··· ··· ··· ··· ··· ··· ··· ··· ··· ··· ··· ··· ··· ··· ··· ··· ··· ··· ··· ··· ··· ··· ··· ··· ··· ··· ··· ··· ··· ··· ··· ··· ··· ··· xyxy=(249,799,354,896)
ad-body: In thanking you for the liberal patronage bestowed on me in the past, I beg to inform you I have secured the services of... xyxy=(17,239,123,271)
list-item: FOR SALE OR Lease, Building allotments in the following streets. xyxy=(249,296,355,320)
ad-educational: Educational Depository, ANNUAL CHRISTMAS SALE OF NEW BOOKS AND PERIODICALS. NEW YEAR CARDS. ··· ··· ··· ··· ··· ··· ··· ··· ··· ··· ··· ··· ··· ··· ··· ··· ··· ··· ··· ··· ··· ··· ··· ··· ··· ··· ··· ··· FANCY GOODS, TOYS, &c. Endless Variety. PHOTOGRAPHY. IN ALL ITS BRANCHES. THOS. F. PRICE, xyxy=(513,642,653,843)
ad-title: TENDERS. xyxy=(274,1144,330,1156)
